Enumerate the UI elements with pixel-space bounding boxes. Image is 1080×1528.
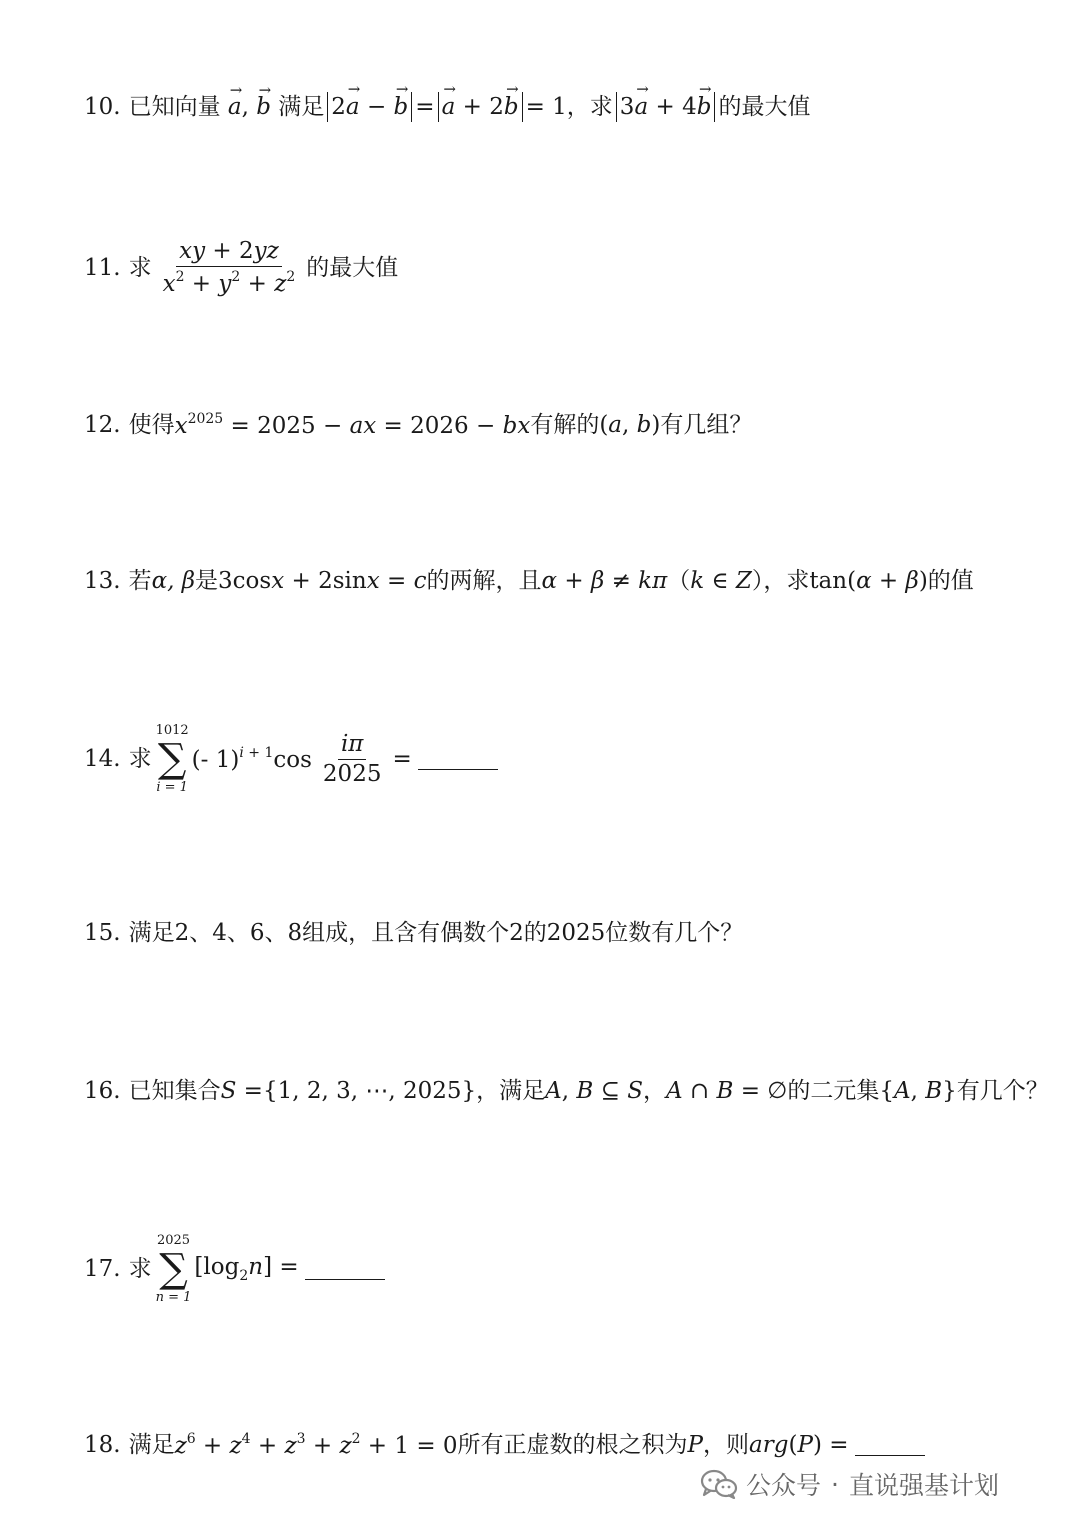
- problem-13: [84, 570, 974, 593]
- problem-text: 求: [128, 254, 152, 281]
- math-operator: =: [525, 93, 553, 120]
- math-abs: → a + 2→ b: [438, 92, 523, 122]
- problem-text: 使得: [128, 411, 175, 438]
- math-expression: A, B ⊆ S: [545, 1078, 643, 1104]
- problem-18: [84, 1432, 925, 1458]
- math-operator: =: [415, 93, 435, 120]
- watermark-separator: ·: [831, 1469, 839, 1499]
- math-set: {1, 2, 3, ⋯, 2025}: [262, 1078, 477, 1104]
- math-operator: =: [392, 745, 412, 772]
- watermark-label: 公众号: [746, 1471, 822, 1500]
- problem-text: 是: [195, 568, 219, 594]
- problem-text: 若: [128, 568, 152, 594]
- math-expression: tan(α + β): [809, 568, 928, 594]
- problem-text: ，: [642, 1078, 666, 1104]
- problem-number: 14.: [84, 745, 121, 772]
- problem-text: 的二元集: [787, 1078, 880, 1104]
- problem-text: 有几组？: [660, 411, 753, 438]
- problem-number: 12.: [84, 411, 121, 438]
- problem-text: 求: [128, 745, 152, 772]
- answer-blank: [418, 749, 498, 770]
- math-number: 1: [552, 93, 567, 120]
- problem-text: ，求: [566, 93, 613, 120]
- math-expression: α + β ≠ kπ: [541, 568, 668, 594]
- problem-text: 已知集合: [128, 1078, 221, 1104]
- problem-text: 求: [128, 1255, 152, 1282]
- problem-number: 16.: [84, 1078, 121, 1104]
- problem-number: 13.: [84, 568, 121, 594]
- math-expression: A ∩ B = ∅: [665, 1078, 788, 1104]
- problem-14: [84, 724, 498, 794]
- math-fraction: $\frac{xy + 2yz}{x^2 + y^2 + z^2}$: [162, 238, 296, 297]
- math-expression: k ∈ Z: [690, 568, 752, 594]
- problem-text: 的最大值: [306, 254, 399, 281]
- math-expression: {A, B}: [879, 1078, 957, 1104]
- math-expression: P: [687, 1431, 704, 1458]
- problem-15: [84, 922, 743, 945]
- problem-text: ，则: [703, 1431, 750, 1458]
- wechat-icon: [700, 1469, 738, 1499]
- problem-number: 18.: [84, 1431, 121, 1458]
- problem-text: 满足2、4、6、8组成，且含有偶数个2的2025位数有几个？: [128, 920, 744, 946]
- problem-text: ，满足: [476, 1078, 546, 1104]
- math-expression: → a, → b: [221, 96, 279, 119]
- answer-blank: [305, 1259, 385, 1280]
- math-expression: S =: [220, 1078, 263, 1104]
- watermark-account: 直说强基计划: [848, 1471, 999, 1500]
- problem-number: 17.: [84, 1255, 121, 1282]
- wechat-watermark: [700, 1466, 999, 1502]
- summation: 2025 ∑ n = 1: [155, 1233, 192, 1305]
- problem-text: 的最大值: [718, 93, 811, 120]
- problem-text: 有解的: [530, 411, 600, 438]
- problem-number: 10.: [84, 93, 121, 120]
- problem-text: 所有正虚数的根之积为: [457, 1431, 688, 1458]
- math-expression: 3cosx + 2sinx = c: [218, 568, 427, 594]
- problem-10: [84, 92, 810, 122]
- math-expression: arg(P) =: [749, 1431, 849, 1458]
- problem-text: ），求: [751, 568, 810, 594]
- problem-text: 的两解，且: [426, 568, 542, 594]
- math-expression: α, β: [151, 568, 196, 594]
- math-expression: (- 1)$^{i + 1}$cos: [191, 745, 312, 773]
- math-expression: $[\log_2n]$ =: [194, 1253, 299, 1284]
- problem-text: 的值: [927, 568, 974, 594]
- math-expression: (a, b): [599, 411, 661, 438]
- problem-12: [84, 412, 752, 438]
- math-abs: 3→ a + 4→ b: [616, 92, 716, 122]
- problem-text: （: [667, 568, 691, 594]
- problem-17: [84, 1234, 385, 1304]
- problem-text: 满足: [128, 1431, 175, 1458]
- problem-16: [84, 1080, 1049, 1103]
- math-abs: 2→ a − → b: [327, 92, 412, 122]
- problem-number: 11.: [84, 254, 121, 281]
- problem-text: 已知向量: [128, 93, 221, 120]
- math-expression: $z^6 + z^4 + z^3 + z^2 + 1 = 0$: [174, 1431, 458, 1459]
- answer-blank: [855, 1435, 925, 1456]
- problem-number: 15.: [84, 920, 121, 946]
- problem-11: [84, 240, 398, 296]
- problem-text: 满足: [278, 93, 325, 120]
- math-fraction: $\frac{i\pi}{2025}$: [322, 730, 382, 787]
- summation: 1012 ∑ i = 1: [155, 723, 189, 795]
- math-expression: $x^{2025} = 2025$ − ax = 2026 − bx: [174, 411, 531, 439]
- problem-text: 有几个？: [956, 1078, 1049, 1104]
